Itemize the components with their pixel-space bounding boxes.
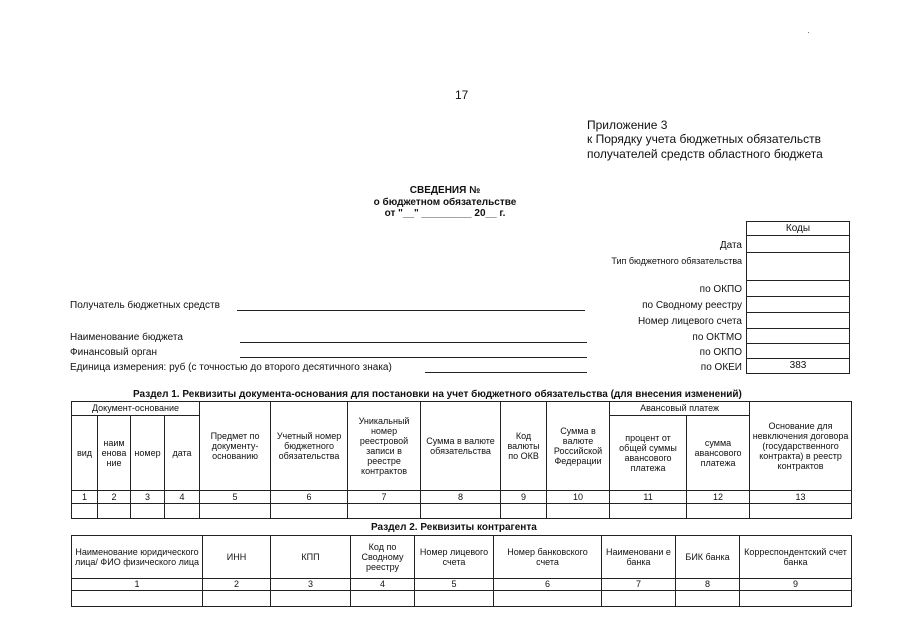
section1-number-row xyxy=(72,491,852,504)
data-cell[interactable] xyxy=(750,504,852,519)
num-8: 8 xyxy=(421,491,501,504)
codes-label-account: Номер лицевого счета xyxy=(637,316,742,327)
section1-data-row xyxy=(72,504,852,519)
num-9: 9 xyxy=(501,491,547,504)
codes-label-okei: по ОКЕИ xyxy=(700,362,742,373)
data-cell[interactable] xyxy=(415,591,494,607)
field-unit-label: Единица измерения: руб (с точностью до второго десятичного знака) xyxy=(70,362,392,373)
field-unit-line[interactable] xyxy=(425,372,587,373)
num-11: 11 xyxy=(610,491,687,504)
data-cell[interactable] xyxy=(501,504,547,519)
codes-header: Коды xyxy=(747,222,850,236)
codes-label-okpo: по ОКПО xyxy=(699,284,742,295)
code-account[interactable] xyxy=(747,313,850,329)
field-recipient-line[interactable] xyxy=(237,310,585,311)
field-finbody-line[interactable] xyxy=(240,357,587,358)
num-1: 1 xyxy=(72,491,98,504)
data-cell[interactable] xyxy=(676,591,740,607)
col-sum-rub: Сумма в валюте Российской Федерации xyxy=(547,402,610,491)
s2-num-8: 8 xyxy=(676,579,740,591)
section2-title: Раздел 2. Реквизиты контрагента xyxy=(371,522,537,533)
col-vid: вид xyxy=(72,416,98,491)
group-advance: Авансовый платеж xyxy=(610,402,750,416)
s2-num-5: 5 xyxy=(415,579,494,591)
data-cell[interactable] xyxy=(351,591,415,607)
num-13: 13 xyxy=(750,491,852,504)
title-line-1: СВЕДЕНИЯ № xyxy=(409,185,481,196)
s2-col-bank-account: Номер банковского счета xyxy=(494,536,602,579)
col-subject: Предмет по документу-основанию xyxy=(200,402,271,491)
col-number: номер xyxy=(131,416,165,491)
s2-num-9: 9 xyxy=(740,579,852,591)
codes-label-oktmo: по ОКТМО xyxy=(692,332,742,343)
s2-col-bank-name: Наименовани е банка xyxy=(602,536,676,579)
group-doc-basis: Документ-основание xyxy=(72,402,200,416)
section1-table xyxy=(71,401,852,519)
appendix-line-1: Приложение 3 xyxy=(587,118,668,132)
code-oktmo[interactable] xyxy=(747,329,850,344)
code-date[interactable] xyxy=(747,236,850,253)
s2-col-name: Наименование юридического лица/ ФИО физического лица xyxy=(72,536,203,579)
num-3: 3 xyxy=(131,491,165,504)
col-date: дата xyxy=(165,416,200,491)
data-cell[interactable] xyxy=(687,504,750,519)
s2-num-2: 2 xyxy=(203,579,271,591)
codes-table xyxy=(746,221,850,374)
code-okei[interactable]: 383 xyxy=(747,359,850,374)
field-recipient-label: Получатель бюджетных средств xyxy=(70,300,220,311)
s2-num-7: 7 xyxy=(602,579,676,591)
data-cell[interactable] xyxy=(271,591,351,607)
col-name: наим енова ние xyxy=(98,416,131,491)
col-account-no: Учетный номер бюджетного обязательства xyxy=(271,402,348,491)
appendix-line-3: получателей средств областного бюджета xyxy=(587,146,823,161)
data-cell[interactable] xyxy=(610,504,687,519)
num-7: 7 xyxy=(348,491,421,504)
page-number: 17 xyxy=(455,88,469,102)
num-10: 10 xyxy=(547,491,610,504)
num-12: 12 xyxy=(687,491,750,504)
col-okv: Код валюты по ОКВ xyxy=(501,402,547,491)
num-6: 6 xyxy=(271,491,348,504)
codes-label-type: Тип бюджетного обязательства xyxy=(611,256,742,266)
document-title xyxy=(330,185,560,220)
field-budget-label: Наименование бюджета xyxy=(70,332,183,343)
scan-dot xyxy=(808,32,809,33)
num-4: 4 xyxy=(165,491,200,504)
s2-num-6: 6 xyxy=(494,579,602,591)
title-line-2: о бюджетном обязательстве xyxy=(373,196,517,208)
data-cell[interactable] xyxy=(72,591,203,607)
section2-table xyxy=(71,535,852,607)
data-cell[interactable] xyxy=(271,504,348,519)
data-cell[interactable] xyxy=(547,504,610,519)
data-cell[interactable] xyxy=(200,504,271,519)
col-unique-no: Уникальный номер реестровой записи в реестре контрактов xyxy=(348,402,421,491)
col-basis: Основание для невключения договора (государственного контракта) в реестр контрактов xyxy=(750,402,852,491)
appendix-block xyxy=(587,118,823,161)
s2-num-3: 3 xyxy=(271,579,351,591)
data-cell[interactable] xyxy=(165,504,200,519)
code-okpo[interactable] xyxy=(747,281,850,297)
s2-num-1: 1 xyxy=(72,579,203,591)
data-cell[interactable] xyxy=(72,504,98,519)
s2-col-kpp: КПП xyxy=(271,536,351,579)
codes-label-date: Дата xyxy=(719,240,742,251)
title-line-3: от "__" _________ 20__ г. xyxy=(384,208,506,219)
s2-col-svodny: Код по Сводному реестру xyxy=(351,536,415,579)
col-adv-sum: сумма авансового платежа xyxy=(687,416,750,491)
field-budget-line[interactable] xyxy=(240,342,587,343)
data-cell[interactable] xyxy=(494,591,602,607)
data-cell[interactable] xyxy=(421,504,501,519)
data-cell[interactable] xyxy=(203,591,271,607)
code-okpo-2[interactable] xyxy=(747,344,850,359)
data-cell[interactable] xyxy=(740,591,852,607)
data-cell[interactable] xyxy=(348,504,421,519)
field-finbody-label: Финансовый орган xyxy=(70,347,157,358)
col-sum-currency: Сумма в валюте обязательства xyxy=(421,402,501,491)
data-cell[interactable] xyxy=(98,504,131,519)
codes-label-okpo-2: по ОКПО xyxy=(699,347,742,358)
data-cell[interactable] xyxy=(131,504,165,519)
codes-label-svodny: по Сводному реестру xyxy=(642,300,742,311)
col-percent: процент от общей суммы авансового платежа xyxy=(610,416,687,491)
code-svodny[interactable] xyxy=(747,297,850,313)
section1-title: Раздел 1. Реквизиты документа-основания для постановки на учет бюджетного обязательства (для внесения изменений) xyxy=(133,389,742,400)
s2-num-4: 4 xyxy=(351,579,415,591)
appendix-line-2: к Порядку учета бюджетных обязательств xyxy=(587,132,821,147)
num-2: 2 xyxy=(98,491,131,504)
num-5: 5 xyxy=(200,491,271,504)
code-type[interactable] xyxy=(747,253,850,281)
section2-number-row xyxy=(72,579,852,591)
data-cell[interactable] xyxy=(602,591,676,607)
s2-col-corr-account: Корреспондентский счет банка xyxy=(740,536,852,579)
s2-col-inn: ИНН xyxy=(203,536,271,579)
s2-col-bik: БИК банка xyxy=(676,536,740,579)
s2-col-account: Номер лицевого счета xyxy=(415,536,494,579)
section2-data-row xyxy=(72,591,852,607)
